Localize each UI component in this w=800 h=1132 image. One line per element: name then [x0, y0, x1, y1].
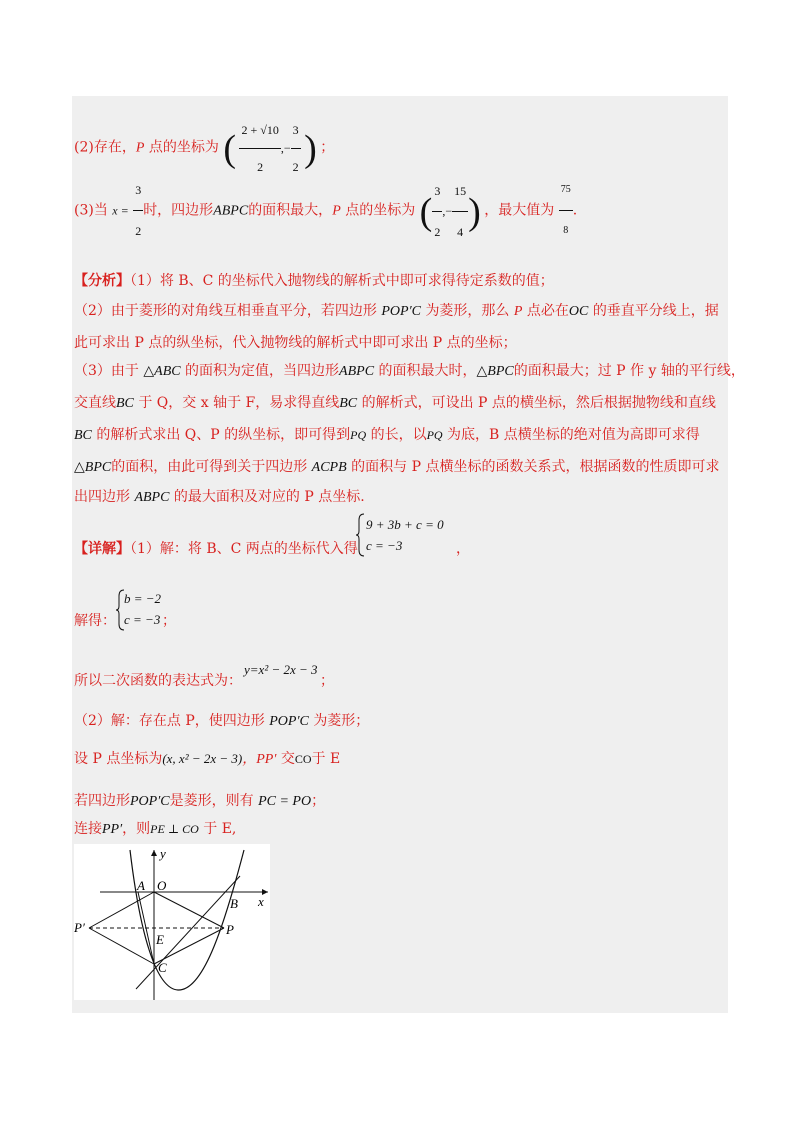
text: （1）解：将 B、C 两点的坐标代入得: [130, 541, 358, 557]
math: POP′C: [269, 714, 309, 729]
analysis-line-6: [74, 424, 700, 444]
equation-1: 9 + 3b + c = 0: [366, 517, 444, 532]
quadratic-expression: y=x² − 2x − 3: [244, 662, 318, 677]
answer-3-frac-2: [452, 171, 468, 252]
answer-2-sep: ,−: [280, 140, 291, 155]
math: POP′C: [130, 794, 170, 809]
answer-2-prefix: (2)存在，: [74, 139, 136, 156]
label-y: y: [160, 846, 166, 861]
answer-3-abpc: ABPC: [213, 203, 249, 219]
frac-num: 15: [452, 171, 468, 212]
analysis-line-1: [74, 270, 554, 290]
answer-3-x-frac: [133, 170, 143, 251]
detail-line-1: [74, 538, 358, 558]
text: （3）由于: [74, 363, 139, 379]
frac-den: 4: [457, 224, 464, 239]
text: 的最大面积及对应的 P 点坐标.: [173, 489, 365, 505]
answer-3-frac-1: [432, 171, 442, 252]
text: 连接: [74, 821, 102, 837]
text: 的垂直平分线上，据: [592, 303, 719, 319]
detail-line-3: [74, 748, 340, 768]
answer-2-coordinate: ( $\frac{2 + √10}{2}$ ,− $\frac{3}{2}$ ): [223, 141, 320, 156]
answer-2-text: 点的坐标为: [144, 139, 219, 156]
answer-3-max-frac: [559, 170, 573, 251]
text: 出四边形: [74, 489, 130, 505]
solve-label: 解得：: [74, 613, 116, 629]
math: △BPC: [74, 460, 112, 475]
text: 的面积与 P 点横坐标的函数关系式，根据函数的性质即可求: [351, 459, 720, 475]
math: △BPC: [476, 364, 514, 379]
text: 的面积最大时，: [378, 363, 477, 379]
detail-line-2: [74, 710, 369, 730]
frac-num: 75: [559, 170, 573, 211]
analysis-line-4: [74, 360, 745, 380]
label-b: B: [230, 896, 238, 911]
frac-num: 3: [133, 170, 143, 211]
text: 的解析式求出 Q、P 的纵坐标，即可得到: [96, 427, 351, 443]
math: ABPC: [134, 490, 170, 505]
answer-3-sep: ,−: [442, 203, 453, 218]
answer-3-text-2: 的面积最大，: [248, 202, 333, 219]
label-p-prime: P′: [74, 920, 85, 935]
frac-den: 2: [257, 160, 264, 174]
geometry-figure: [74, 844, 270, 1000]
analysis-line-5: [74, 392, 716, 412]
segment-o-p: [154, 892, 224, 928]
frac-num: 3: [291, 112, 301, 149]
frac-den: 2: [292, 160, 299, 174]
solution-1: b = −2: [124, 591, 162, 606]
math: PE ⊥ CO: [150, 822, 199, 836]
parabola: [130, 850, 244, 990]
analysis-line-3: [74, 332, 517, 352]
math: CO: [294, 752, 312, 766]
math: PQ: [426, 428, 443, 442]
detail-line-4: [74, 790, 325, 810]
math: (x, x² − 2x − 3): [162, 751, 243, 766]
frac-den: 2: [135, 224, 142, 238]
text: 设 P 点坐标为: [74, 751, 163, 767]
math: BC: [74, 428, 92, 443]
text: 交直线: [74, 395, 116, 411]
answer-3-text-4: ，最大值为: [484, 202, 555, 219]
answer-3-p: P: [332, 203, 341, 219]
text: 若四边形: [74, 793, 130, 809]
label-c: C: [158, 960, 167, 975]
analysis-text: （1）将 B、C 的坐标代入抛物线的解析式中即可求得待定系数的值；: [130, 273, 554, 289]
math: OC: [568, 304, 589, 319]
answer-2-end: ；: [320, 139, 335, 156]
segment-pprime-o: [89, 892, 154, 928]
math: ABPC: [339, 364, 375, 379]
analysis-line-8: [74, 486, 365, 506]
frac-num: 3: [432, 171, 442, 212]
math: ACPB: [311, 460, 347, 475]
frac-den: 2: [434, 224, 441, 239]
text: 的解析式，可设出 P 点的横坐标，然后根据抛物线和直线: [361, 395, 716, 411]
math: PQ: [350, 428, 367, 442]
answer-2-p: P: [135, 140, 145, 156]
text: 的面积最大；过 P 作 y 轴的平行线，: [513, 363, 745, 379]
math: BC: [339, 396, 358, 411]
answer-3-text-1: 时，四边形: [143, 202, 214, 219]
math: PP′: [102, 822, 123, 837]
label-x: x: [258, 894, 264, 909]
text: （2）由于菱形的对角线互相垂直平分，若四边形: [74, 303, 377, 319]
label-p: P: [226, 922, 234, 937]
text: 为底，B 点横坐标的绝对值为高即可求得: [447, 427, 700, 443]
system-brace-1: [356, 512, 366, 562]
parabola-rhombus-diagram: [74, 844, 270, 1000]
text: 点必在: [526, 303, 569, 319]
frac-num: 2 + √10: [239, 112, 280, 149]
solve-end: ；: [162, 613, 176, 629]
text: 的面积，由此可得到关于四边形: [111, 459, 308, 475]
brace-icon: [356, 512, 366, 558]
text: 于 E,: [203, 821, 237, 837]
label-a: A: [137, 878, 145, 893]
text: 此可求出 P 点的纵坐标，代入抛物线的解析式中即可求出 P 点的坐标；: [74, 335, 517, 351]
math: △ABC: [143, 364, 181, 379]
math: POP′C: [381, 304, 421, 319]
math: PC = PO: [258, 794, 312, 809]
text: 是菱形，则有: [169, 793, 254, 809]
detail-line-5: [74, 818, 236, 838]
detail-line-1-end: ，: [456, 541, 470, 557]
analysis-line-2: [74, 300, 719, 320]
text: 的长，以: [370, 427, 427, 443]
solution-2: c = −3: [124, 612, 161, 627]
math: BC: [116, 396, 134, 411]
label-e: E: [156, 932, 164, 947]
text: ；: [311, 793, 326, 809]
detail-title: 【详解】: [74, 541, 130, 557]
text: （2）解：存在点 P，使四边形: [74, 713, 265, 729]
text: 为菱形；: [313, 713, 370, 729]
text: ，则: [122, 821, 151, 837]
answer-3-x: x =: [112, 203, 129, 218]
answer-3-end: .: [572, 202, 578, 219]
answer-3-prefix: (3)当: [74, 202, 108, 219]
equation-2: c = −3: [366, 538, 403, 553]
answer-3: [74, 170, 577, 252]
text: 于 E: [311, 751, 341, 767]
answer-3-coordinate: ( $\frac{3}{2}$ ,− $\frac{15}{4}$ ): [420, 204, 485, 219]
expr-label: 所以二次函数的表达式为：: [74, 673, 242, 689]
text: 于 Q，交 x 轴于 F，易求得直线: [138, 395, 340, 411]
text: 的面积为定值，当四边形: [185, 363, 340, 379]
answer-3-text-3: 点的坐标为: [340, 202, 416, 219]
analysis-line-7: [74, 456, 719, 476]
text: 为菱形，那么: [425, 303, 510, 319]
expr-end: ；: [320, 673, 334, 689]
math: P: [513, 304, 523, 319]
frac-den: 8: [563, 225, 569, 236]
system-1: [366, 514, 444, 556]
analysis-title: 【分析】: [74, 273, 130, 289]
system-2: [124, 588, 161, 630]
label-o: O: [157, 878, 167, 893]
text: 交: [276, 751, 295, 767]
math: ，PP′: [242, 752, 277, 767]
